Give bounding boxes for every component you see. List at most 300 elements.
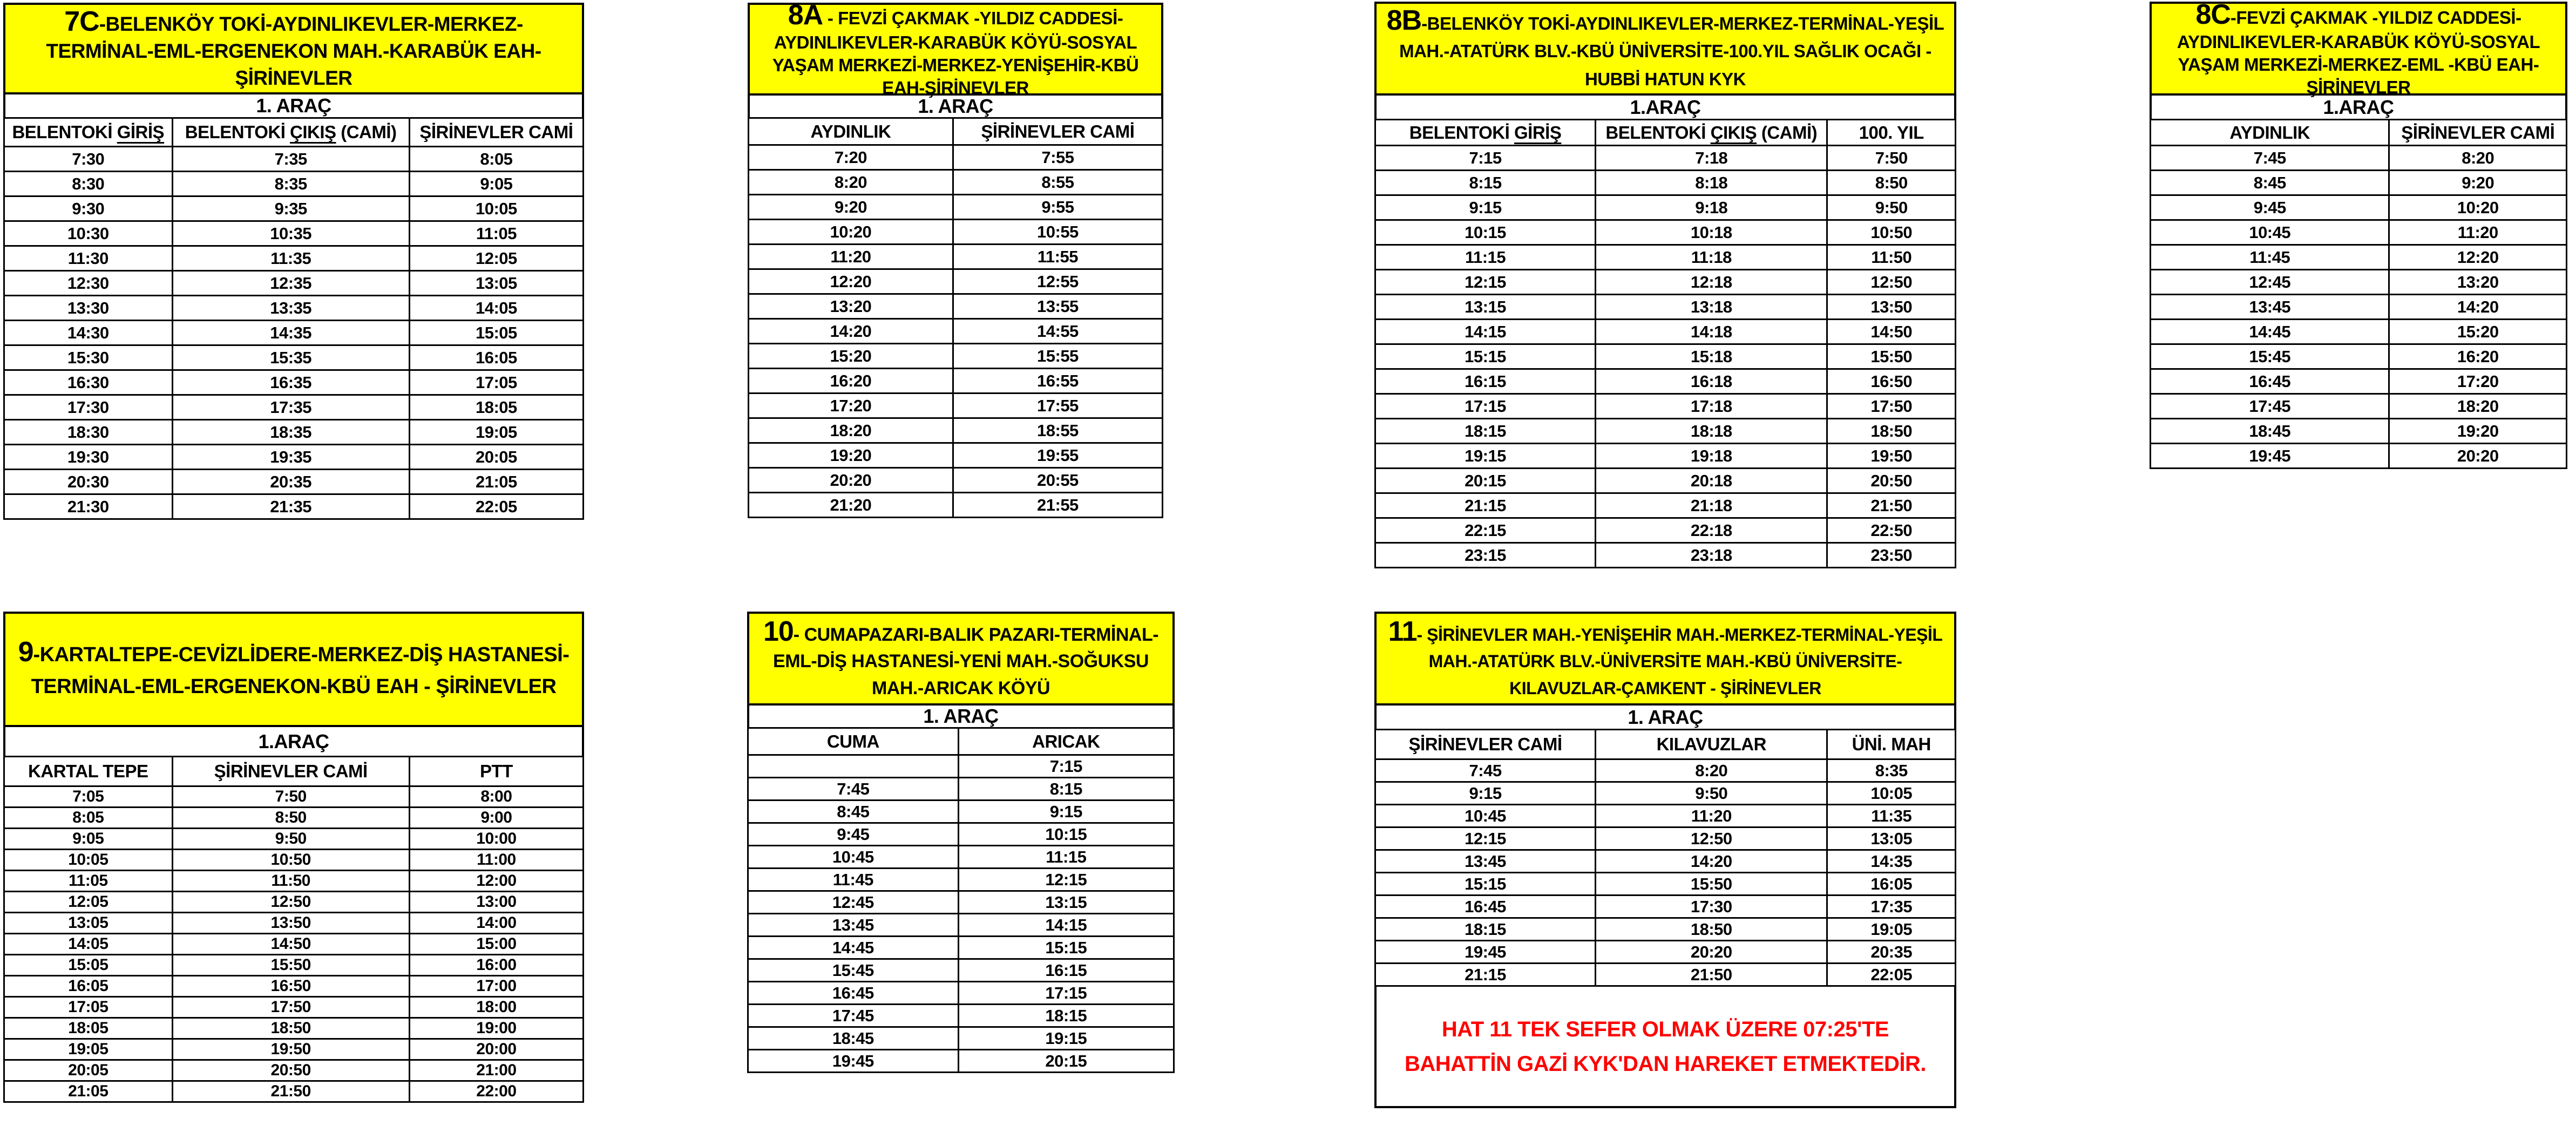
time-cell: 19:15 — [1375, 444, 1596, 469]
table-row — [4, 296, 584, 321]
time-cell: 18:20 — [2389, 394, 2567, 419]
table-row — [749, 418, 1163, 443]
table-row — [4, 147, 584, 172]
time-cell: 16:45 — [2151, 369, 2389, 394]
table-row — [1375, 873, 1956, 896]
time-cell: 10:05 — [1827, 782, 1956, 805]
time-cell: 23:18 — [1596, 543, 1827, 568]
header-row — [749, 118, 1163, 145]
time-cell: 10:00 — [409, 829, 583, 850]
time-cell: 15:55 — [953, 344, 1162, 369]
time-cell: 8:15 — [1375, 171, 1596, 195]
column-header: ŞİRİNEVLER CAMİ — [1375, 730, 1596, 759]
time-cell: 16:30 — [4, 370, 173, 395]
time-cell: 18:15 — [1375, 419, 1596, 444]
time-cell: 10:15 — [958, 823, 1174, 846]
time-cell: 13:50 — [172, 913, 409, 934]
time-cell: 9:35 — [172, 196, 409, 221]
timetable-8c — [2150, 2, 2567, 469]
time-cell: 17:45 — [748, 1005, 959, 1027]
time-cell: 11:50 — [172, 871, 409, 892]
time-cell: 15:45 — [2151, 344, 2389, 369]
table-row — [2151, 220, 2567, 245]
table-row — [2151, 171, 2567, 195]
time-cell: 17:45 — [2151, 394, 2389, 419]
time-cell: 19:45 — [748, 1050, 959, 1073]
time-cell: 15:50 — [172, 955, 409, 976]
time-cell: 15:05 — [409, 321, 583, 345]
time-cell: 18:50 — [1596, 918, 1827, 941]
time-cell: 16:05 — [4, 976, 173, 997]
single-trip-note: HAT 11 TEK SEFER OLMAK ÜZERE 07:25'TE BAHATTİN GAZİ KYK'DAN HAREKET ETMEKTEDİR. — [1374, 987, 1956, 1108]
time-cell: 16:18 — [1596, 369, 1827, 394]
time-cell: 7:45 — [1375, 759, 1596, 782]
table-row — [1375, 320, 1956, 344]
time-cell: 10:05 — [409, 196, 583, 221]
time-cell: 12:15 — [1375, 827, 1596, 850]
table-row — [749, 245, 1163, 269]
time-cell: 13:55 — [953, 294, 1162, 319]
time-cell: 22:50 — [1827, 518, 1956, 543]
table-row — [749, 294, 1163, 319]
time-cell — [748, 755, 959, 778]
table-row — [748, 1050, 1174, 1073]
table-row — [1375, 518, 1956, 543]
table-row — [1375, 344, 1956, 369]
table-row — [749, 468, 1163, 493]
time-cell: 12:45 — [748, 891, 959, 914]
time-cell: 19:15 — [958, 1027, 1174, 1050]
time-cell: 12:15 — [958, 869, 1174, 891]
time-cell: 10:30 — [4, 221, 173, 246]
time-cell: 8:35 — [1827, 759, 1956, 782]
time-cell: 14:20 — [749, 319, 953, 344]
time-cell: 9:45 — [2151, 195, 2389, 220]
time-cell: 22:05 — [1827, 964, 1956, 986]
time-cell: 20:20 — [749, 468, 953, 493]
time-cell: 14:00 — [409, 913, 583, 934]
time-cell: 21:30 — [4, 494, 173, 519]
time-cell: 16:05 — [1827, 873, 1956, 896]
time-cell: 13:30 — [4, 296, 173, 321]
route-header — [1374, 612, 1956, 706]
route-title-wrap — [756, 0, 1155, 99]
table-row — [749, 220, 1163, 245]
time-cell: 9:50 — [172, 829, 409, 850]
time-cell: 14:50 — [172, 934, 409, 955]
time-cell: 10:20 — [749, 220, 953, 245]
table-row — [1375, 964, 1956, 986]
table-row — [749, 319, 1163, 344]
time-cell: 16:15 — [1375, 369, 1596, 394]
time-cell: 10:45 — [2151, 220, 2389, 245]
time-cell: 20:30 — [4, 470, 173, 494]
table-row — [2151, 320, 2567, 344]
time-cell: 8:05 — [4, 808, 173, 829]
table-row — [748, 1005, 1174, 1027]
table-row — [4, 494, 584, 519]
header-row — [748, 728, 1174, 755]
time-cell: 18:20 — [749, 418, 953, 443]
column-header: ARICAK — [958, 728, 1174, 755]
time-cell: 7:45 — [2151, 146, 2389, 171]
table-row — [2151, 444, 2567, 469]
table-row — [1375, 493, 1956, 518]
column-header: CUMA — [748, 728, 959, 755]
time-cell: 19:50 — [1827, 444, 1956, 469]
time-cell: 12:00 — [409, 871, 583, 892]
time-cell: 9:20 — [2389, 171, 2567, 195]
time-cell: 14:30 — [4, 321, 173, 345]
column-header: ŞİRİNEVLER CAMİ — [953, 118, 1162, 145]
time-cell: 13:20 — [749, 294, 953, 319]
time-cell: 17:35 — [172, 395, 409, 420]
times-body — [2151, 146, 2567, 469]
time-cell: 14:15 — [958, 914, 1174, 937]
time-cell: 16:50 — [1827, 369, 1956, 394]
time-cell: 18:55 — [953, 418, 1162, 443]
time-cell: 13:45 — [748, 914, 959, 937]
table-row — [1375, 195, 1956, 220]
route-title-wrap — [756, 615, 1166, 702]
time-cell: 11:35 — [1827, 805, 1956, 827]
time-cell: 13:05 — [409, 271, 583, 296]
time-cell: 16:45 — [1375, 896, 1596, 918]
table-row — [1375, 270, 1956, 295]
table-row — [748, 982, 1174, 1005]
column-header: BELENTOKİ ÇIKIŞ (CAMİ) — [1596, 120, 1827, 146]
table-row — [4, 221, 584, 246]
time-cell: 16:55 — [953, 369, 1162, 394]
table-row — [4, 420, 584, 445]
time-cell: 22:15 — [1375, 518, 1596, 543]
times-table — [3, 756, 584, 1103]
time-cell: 18:30 — [4, 420, 173, 445]
vehicle-label: 1.ARAÇ — [3, 727, 584, 756]
time-cell: 8:30 — [4, 172, 173, 196]
time-cell: 13:00 — [409, 892, 583, 913]
table-row — [4, 172, 584, 196]
time-cell: 8:00 — [409, 786, 583, 808]
time-cell: 17:20 — [2389, 369, 2567, 394]
route-header — [3, 3, 584, 94]
column-header: KILAVUZLAR — [1596, 730, 1827, 759]
time-cell: 14:20 — [2389, 295, 2567, 320]
time-cell: 13:20 — [2389, 270, 2567, 295]
column-header: AYDINLIK — [749, 118, 953, 145]
table-row — [1375, 469, 1956, 493]
time-cell: 19:30 — [4, 445, 173, 470]
time-cell: 8:18 — [1596, 171, 1827, 195]
time-cell: 20:35 — [172, 470, 409, 494]
time-cell: 18:45 — [748, 1027, 959, 1050]
time-cell: 15:05 — [4, 955, 173, 976]
header-row — [2151, 120, 2567, 146]
table-row — [748, 1027, 1174, 1050]
table-row — [748, 801, 1174, 823]
time-cell: 17:50 — [1827, 394, 1956, 419]
time-cell: 17:35 — [1827, 896, 1956, 918]
time-cell: 22:05 — [409, 494, 583, 519]
time-cell: 7:55 — [953, 145, 1162, 170]
time-cell: 8:15 — [958, 778, 1174, 801]
route-title: -BELENKÖY TOKİ-AYDINLIKEVLER-MERKEZ-TERMİNAL-EML-ERGENEKON MAH.-KARABÜK EAH-ŞİRİNEVLER — [46, 13, 541, 89]
time-cell: 14:35 — [1827, 850, 1956, 873]
table-row — [4, 1060, 584, 1081]
time-cell: 16:20 — [749, 369, 953, 394]
time-cell: 9:50 — [1827, 195, 1956, 220]
time-cell: 8:20 — [749, 170, 953, 195]
time-cell: 16:50 — [172, 976, 409, 997]
time-cell: 11:00 — [409, 850, 583, 871]
time-cell: 22:18 — [1596, 518, 1827, 543]
time-cell: 18:50 — [1827, 419, 1956, 444]
table-row — [748, 823, 1174, 846]
header-row — [4, 757, 584, 786]
vehicle-label: 1.ARAÇ — [2150, 96, 2567, 119]
time-cell: 14:20 — [1596, 850, 1827, 873]
table-row — [2151, 295, 2567, 320]
time-cell: 20:50 — [1827, 469, 1956, 493]
vehicle-label: 1. ARAÇ — [3, 94, 584, 117]
time-cell: 10:05 — [4, 850, 173, 871]
time-cell: 15:45 — [748, 959, 959, 982]
route-number: 10 — [763, 616, 794, 648]
table-row — [4, 345, 584, 370]
table-row — [2151, 146, 2567, 171]
time-cell: 16:15 — [958, 959, 1174, 982]
table-row — [1375, 941, 1956, 964]
route-number: 8C — [2195, 0, 2231, 30]
table-row — [749, 195, 1163, 220]
time-cell: 13:50 — [1827, 295, 1956, 320]
table-row — [4, 829, 584, 850]
table-row — [1375, 827, 1956, 850]
time-cell: 15:35 — [172, 345, 409, 370]
time-cell: 12:45 — [2151, 270, 2389, 295]
times-table — [1374, 119, 1956, 568]
time-cell: 17:30 — [1596, 896, 1827, 918]
vehicle-label: 1. ARAÇ — [748, 96, 1163, 117]
time-cell: 8:20 — [1596, 759, 1827, 782]
time-cell: 8:35 — [172, 172, 409, 196]
column-header: ŞİRİNEVLER CAMİ — [172, 757, 409, 786]
time-cell: 20:15 — [958, 1050, 1174, 1073]
time-cell: 18:45 — [2151, 419, 2389, 444]
table-row — [1375, 146, 1956, 171]
time-cell: 15:15 — [1375, 873, 1596, 896]
time-cell: 22:00 — [409, 1081, 583, 1102]
time-cell: 7:30 — [4, 147, 173, 172]
table-row — [4, 934, 584, 955]
time-cell: 19:18 — [1596, 444, 1827, 469]
time-cell: 10:45 — [1375, 805, 1596, 827]
time-cell: 11:50 — [1827, 245, 1956, 270]
table-row — [2151, 195, 2567, 220]
time-cell: 21:18 — [1596, 493, 1827, 518]
time-cell: 20:05 — [409, 445, 583, 470]
table-row — [2151, 419, 2567, 444]
time-cell: 16:35 — [172, 370, 409, 395]
table-row — [748, 937, 1174, 959]
table-row — [1375, 805, 1956, 827]
time-cell: 20:18 — [1596, 469, 1827, 493]
time-cell: 14:50 — [1827, 320, 1956, 344]
table-row — [748, 914, 1174, 937]
time-cell: 18:35 — [172, 420, 409, 445]
route-number: 9 — [18, 636, 33, 668]
time-cell: 21:05 — [4, 1081, 173, 1102]
time-cell: 9:15 — [958, 801, 1174, 823]
table-row — [1375, 444, 1956, 469]
time-cell: 12:50 — [172, 892, 409, 913]
time-cell: 17:30 — [4, 395, 173, 420]
table-row — [4, 808, 584, 829]
table-row — [4, 370, 584, 395]
time-cell: 10:50 — [172, 850, 409, 871]
table-row — [748, 778, 1174, 801]
time-cell: 14:15 — [1375, 320, 1596, 344]
time-cell: 18:18 — [1596, 419, 1827, 444]
time-cell: 7:50 — [172, 786, 409, 808]
time-cell: 21:55 — [953, 493, 1162, 518]
route-title-wrap — [1383, 4, 1948, 92]
table-row — [4, 786, 584, 808]
table-row — [4, 976, 584, 997]
time-cell: 16:05 — [409, 345, 583, 370]
time-cell: 13:45 — [1375, 850, 1596, 873]
time-cell: 20:50 — [172, 1060, 409, 1081]
time-cell: 21:50 — [1596, 964, 1827, 986]
table-row — [749, 369, 1163, 394]
table-row — [1375, 394, 1956, 419]
table-row — [4, 445, 584, 470]
time-cell: 9:18 — [1596, 195, 1827, 220]
table-row — [2151, 394, 2567, 419]
time-cell: 12:20 — [749, 269, 953, 294]
time-cell: 15:15 — [1375, 344, 1596, 369]
table-row — [2151, 369, 2567, 394]
vehicle-label: 1. ARAÇ — [747, 706, 1175, 727]
time-cell: 18:05 — [4, 1018, 173, 1039]
time-cell: 11:55 — [953, 245, 1162, 269]
times-body — [4, 786, 584, 1102]
time-cell: 21:50 — [1827, 493, 1956, 518]
time-cell: 7:20 — [749, 145, 953, 170]
table-row — [4, 913, 584, 934]
table-row — [4, 997, 584, 1018]
time-cell: 17:50 — [172, 997, 409, 1018]
time-cell: 13:15 — [1375, 295, 1596, 320]
times-body — [4, 147, 584, 519]
time-cell: 7:45 — [748, 778, 959, 801]
route-header — [3, 612, 584, 727]
table-row — [2151, 344, 2567, 369]
route-header — [2150, 2, 2567, 96]
table-row — [749, 344, 1163, 369]
time-cell: 7:15 — [1375, 146, 1596, 171]
column-header: ŞİRİNEVLER CAMİ — [409, 118, 583, 147]
table-row — [4, 470, 584, 494]
time-cell: 9:20 — [749, 195, 953, 220]
time-cell: 17:18 — [1596, 394, 1827, 419]
time-cell: 11:05 — [4, 871, 173, 892]
time-cell: 20:20 — [1596, 941, 1827, 964]
time-cell: 17:20 — [749, 394, 953, 418]
table-row — [4, 395, 584, 420]
time-cell: 18:50 — [172, 1018, 409, 1039]
time-cell: 15:15 — [958, 937, 1174, 959]
time-cell: 8:45 — [2151, 171, 2389, 195]
time-cell: 12:35 — [172, 271, 409, 296]
time-cell: 19:05 — [1827, 918, 1956, 941]
table-row — [4, 892, 584, 913]
table-row — [4, 1039, 584, 1060]
time-cell: 21:35 — [172, 494, 409, 519]
time-cell: 19:35 — [172, 445, 409, 470]
time-cell: 9:55 — [953, 195, 1162, 220]
route-number: 7C — [64, 6, 99, 38]
time-cell: 18:05 — [409, 395, 583, 420]
table-row — [1375, 782, 1956, 805]
time-cell: 12:55 — [953, 269, 1162, 294]
time-cell: 10:15 — [1375, 220, 1596, 245]
table-row — [748, 846, 1174, 869]
time-cell: 12:50 — [1827, 270, 1956, 295]
time-cell: 14:55 — [953, 319, 1162, 344]
time-cell: 12:15 — [1375, 270, 1596, 295]
time-cell: 15:30 — [4, 345, 173, 370]
time-cell: 14:05 — [409, 296, 583, 321]
time-cell: 19:45 — [1375, 941, 1596, 964]
time-cell: 11:15 — [1375, 245, 1596, 270]
time-cell: 12:05 — [4, 892, 173, 913]
column-header: AYDINLIK — [2151, 120, 2389, 146]
time-cell: 19:55 — [953, 443, 1162, 468]
time-cell: 10:45 — [748, 846, 959, 869]
route-header — [747, 612, 1175, 706]
table-row — [749, 443, 1163, 468]
time-cell: 8:20 — [2389, 146, 2567, 171]
vehicle-label: 1.ARAÇ — [1374, 96, 1956, 119]
table-row — [748, 755, 1174, 778]
time-cell: 15:50 — [1827, 344, 1956, 369]
time-cell: 17:15 — [1375, 394, 1596, 419]
table-row — [4, 271, 584, 296]
underlined-word: GİRİŞ — [1514, 122, 1562, 143]
time-cell: 9:15 — [1375, 782, 1596, 805]
time-cell: 17:05 — [409, 370, 583, 395]
time-cell: 7:35 — [172, 147, 409, 172]
time-cell: 8:45 — [748, 801, 959, 823]
time-cell: 10:50 — [1827, 220, 1956, 245]
table-row — [1375, 245, 1956, 270]
time-cell: 17:00 — [409, 976, 583, 997]
time-cell: 11:18 — [1596, 245, 1827, 270]
time-cell: 16:00 — [409, 955, 583, 976]
route-title: - FEVZİ ÇAKMAK -YILDIZ CADDESİ-AYDINLIKEVLER-KARABÜK KÖYÜ-SOSYAL YAŞAM MERKEZİ-MERKEZ-YENİŞEHİR-KBÜ EAH-ŞİRİNEVLER — [772, 8, 1139, 98]
time-cell: 7:18 — [1596, 146, 1827, 171]
time-cell: 14:05 — [4, 934, 173, 955]
table-row — [4, 321, 584, 345]
time-cell: 7:15 — [958, 755, 1174, 778]
time-cell: 19:05 — [409, 420, 583, 445]
time-cell: 7:50 — [1827, 146, 1956, 171]
table-row — [4, 1081, 584, 1102]
table-row — [1375, 850, 1956, 873]
table-row — [749, 145, 1163, 170]
time-cell: 20:15 — [1375, 469, 1596, 493]
